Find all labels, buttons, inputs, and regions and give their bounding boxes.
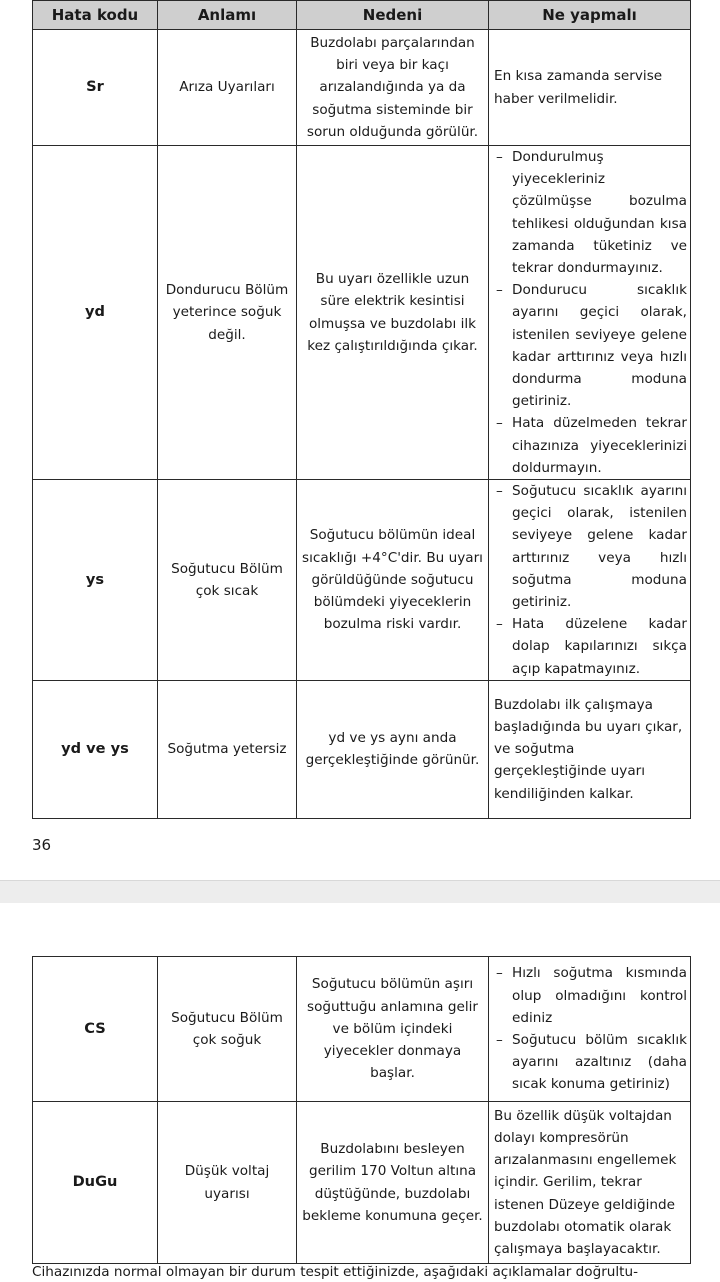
- table-row: [33, 30, 691, 146]
- page-number: 36: [32, 836, 52, 854]
- cause-cell: yd ve ys aynı anda gerçekleştiğinde görünür.: [297, 680, 489, 818]
- cause-cell: Buzdolabı parçalarından biri veya bir kaçı arızalandığında ya da soğutma sisteminde bir sorun olduğunda görülür.: [297, 30, 489, 146]
- action-item: – Soğutucu sıcaklık ayarını geçici olarak, istenilen seviyeye gelene kadar arttırınız veya hızlı soğutma moduna getiriniz.: [494, 480, 687, 613]
- error-code-cell: yd: [33, 146, 158, 480]
- meaning-cell: Dondurucu Bölüm yeterince soğuk değil.: [158, 146, 297, 480]
- meaning-cell: Arıza Uyarıları: [158, 30, 297, 146]
- header-action: Ne yapmalı: [489, 1, 691, 30]
- error-code-table-continued: [32, 956, 691, 1264]
- error-code-table: [32, 0, 691, 819]
- action-cell: Buzdolabı ilk çalışmaya başladığında bu uyarı çıkar, ve soğutma gerçekleştiğinde uyarı kendiliğinden kalkar.: [489, 680, 691, 818]
- action-cell: [489, 957, 691, 1102]
- action-item: – Soğutucu bölüm sıcaklık ayarını azaltınız (daha sıcak konuma getiriniz): [494, 1029, 687, 1096]
- meaning-cell: Soğutucu Bölüm çok sıcak: [158, 480, 297, 681]
- action-item: – Dondurucu sıcaklık ayarını geçici olarak, istenilen seviyeye gelene kadar arttırınız veya hızlı dondurma moduna getiriniz.: [494, 279, 687, 412]
- action-item: – Hata düzelene kadar dolap kapılarınızı sıkça açıp kapatmayınız.: [494, 613, 687, 680]
- action-cell: Bu özellik düşük voltajdan dolayı kompresörün arızalanmasını engellemek içindir. Gerilim, tekrar istenen Düzeye geldiğinde buzdolabı otomatik olarak çalışmaya başlayacaktır.: [489, 1102, 691, 1264]
- table-row: [33, 957, 691, 1102]
- cause-cell: Soğutucu bölümün aşırı soğuttuğu anlamına gelir ve bölüm içindeki yiyecekler donmaya başlar.: [297, 957, 489, 1102]
- table-row: [33, 480, 691, 681]
- manual-page-37: [0, 903, 720, 1281]
- header-meaning: Anlamı: [158, 1, 297, 30]
- cause-cell: Soğutucu bölümün ideal sıcaklığı +4°C'dir. Bu uyarı görüldüğünde soğutucu bölümdeki yiyeceklerin bozulma riski vardır.: [297, 480, 489, 681]
- table-row: [33, 680, 691, 818]
- action-list: [494, 146, 687, 479]
- meaning-cell: Soğutucu Bölüm çok soğuk: [158, 957, 297, 1102]
- error-code-cell: Sr: [33, 30, 158, 146]
- action-item: – Dondurulmuş yiyecekleriniz çözülmüşse bozulma tehlikesi olduğundan kısa zamanda tüketiniz ve tekrar dondurmayınız.: [494, 146, 687, 279]
- action-cell: [489, 480, 691, 681]
- error-code-cell: DuGu: [33, 1102, 158, 1264]
- table-header-row: [33, 1, 691, 30]
- table-row: [33, 1102, 691, 1264]
- header-cause: Nedeni: [297, 1, 489, 30]
- header-code: Hata kodu: [33, 1, 158, 30]
- meaning-cell: Soğutma yetersiz: [158, 680, 297, 818]
- action-item: – Hata düzelmeden tekrar cihazınıza yiyeceklerinizi doldurmayın.: [494, 412, 687, 479]
- error-code-cell: ys: [33, 480, 158, 681]
- cause-cell: Buzdolabını besleyen gerilim 170 Voltun altına düştüğünde, buzdolabı bekleme konumuna geçer.: [297, 1102, 489, 1264]
- action-cell: En kısa zamanda servise haber verilmelidir.: [489, 30, 691, 146]
- table-row: [33, 146, 691, 480]
- action-item: – Hızlı soğutma kısmında olup olmadığını kontrol ediniz: [494, 962, 687, 1029]
- page-separator: [0, 880, 720, 903]
- error-code-cell: CS: [33, 957, 158, 1102]
- cause-cell: Bu uyarı özellikle uzun süre elektrik kesintisi olmuşsa ve buzdolabı ilk kez çalıştırıldığında çıkar.: [297, 146, 489, 480]
- action-list: [494, 962, 687, 1095]
- meaning-cell: Düşük voltaj uyarısı: [158, 1102, 297, 1264]
- error-code-cell: yd ve ys: [33, 680, 158, 818]
- footer-text: Cihazınızda normal olmayan bir durum tespit ettiğinizde, aşağıdaki açıklamalar doğrultu-: [32, 1264, 639, 1280]
- action-list: [494, 480, 687, 680]
- action-cell: [489, 146, 691, 480]
